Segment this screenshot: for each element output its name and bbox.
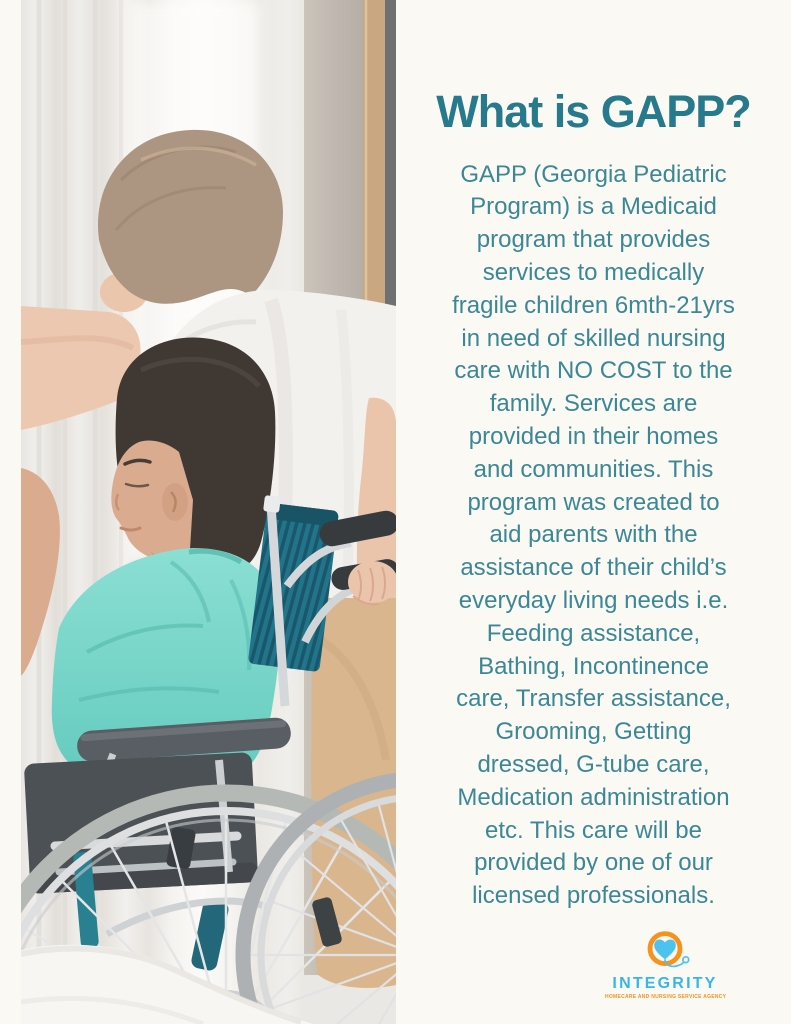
- body-line: provided in their homes: [468, 422, 719, 450]
- body-line: provided by one of our: [474, 849, 713, 877]
- body-line: fragile children 6mth-21yrs: [452, 291, 735, 319]
- body-line: GAPP (Georgia Pediatric: [460, 160, 727, 188]
- body-line: Program) is a Medicaid: [470, 193, 717, 221]
- logo-tagline: HOMECARE AND NURSING SERVICE AGENCY: [605, 994, 727, 1000]
- body-line: care with NO COST to the: [454, 357, 733, 385]
- integrity-logo: [605, 929, 725, 1000]
- page-title: What is GAPP?: [436, 86, 751, 137]
- body-line: program that provides: [476, 226, 711, 254]
- body-line: in need of skilled nursing: [461, 324, 726, 352]
- body-line: family. Services are: [489, 390, 698, 418]
- body-line: services to medically: [482, 258, 705, 286]
- body-line: care, Transfer assistance,: [456, 685, 731, 713]
- body-line: Feeding assistance,: [486, 619, 701, 647]
- body-line: Medication administration: [457, 783, 730, 811]
- body-line: Bathing, Incontinence: [478, 652, 709, 680]
- body-line: program was created to: [467, 488, 720, 516]
- heart-hands-stethoscope-icon: [636, 929, 694, 974]
- logo-wordmark: INTEGRITY: [612, 975, 718, 992]
- photo-illustration: [21, 0, 396, 1024]
- photo-caregiver-child-wheelchair: [21, 0, 396, 1024]
- body-line: aid parents with the: [489, 521, 698, 549]
- body-line: and communities. This: [473, 455, 714, 483]
- body-line: licensed professionals.: [472, 882, 715, 910]
- body-line: etc. This care will be: [485, 816, 702, 844]
- body-line: Grooming, Getting: [495, 718, 692, 746]
- body-line: everyday living needs i.e.: [458, 586, 729, 614]
- body-line: assistance of their child’s: [460, 554, 727, 582]
- article-column: [396, 0, 791, 913]
- body-text: [396, 159, 791, 913]
- body-line: dressed, G-tube care,: [477, 750, 710, 778]
